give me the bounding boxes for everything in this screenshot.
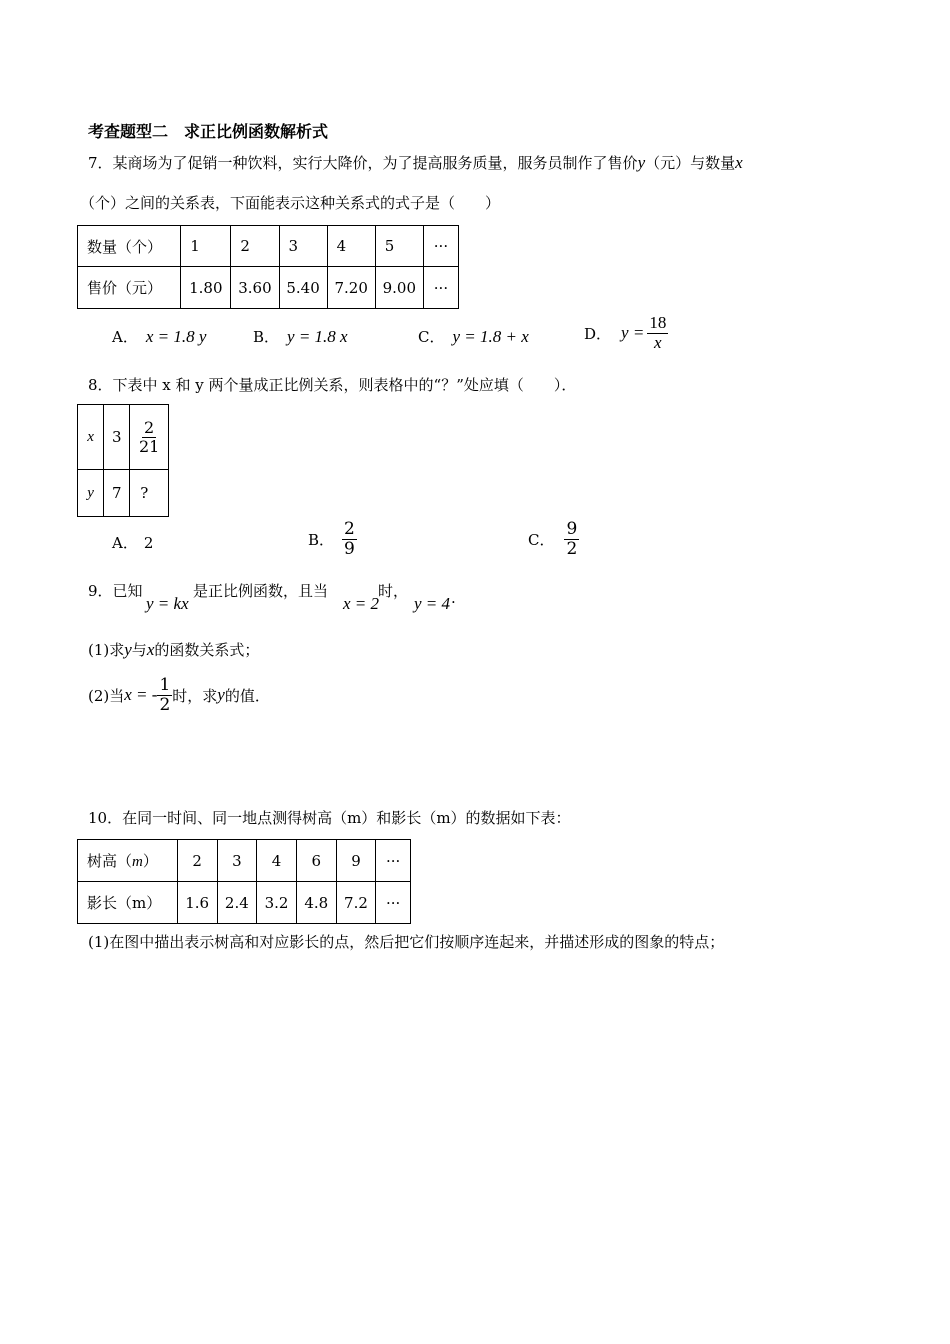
q10-cell: 4 (257, 840, 297, 882)
q8-cell: x (78, 405, 104, 470)
q9-part2 (88, 676, 270, 714)
option-label: A． (112, 328, 138, 346)
option-formula: y = (621, 323, 645, 343)
q10-cell: 影长（m） (78, 882, 178, 924)
q10-text: 10．在同一时间、同一地点测得树高（m）和影长（m）的数据如下表： (88, 809, 571, 827)
q9-part2-text: 的值． (224, 686, 270, 705)
fraction-denominator: x (654, 332, 662, 352)
q10-cell: ··· (376, 882, 411, 924)
q7-cell: 7.20 (327, 267, 375, 309)
option-label: C． (418, 328, 445, 346)
q7-option-c[interactable] (418, 326, 529, 347)
q7-cell: 3 (279, 226, 327, 267)
q10-cell: 2 (177, 840, 217, 882)
q7-cell: 数量（个） (78, 226, 181, 267)
q9-part1-y: y (124, 640, 132, 659)
q9-part1-x: x (146, 640, 155, 659)
fraction-numerator: 2 (144, 417, 155, 437)
q10-part1: (1)在图中描出表示树高和对应影长的点，然后把它们按顺序连起来，并描述形成的图象的特点； (88, 933, 725, 951)
q10-cell: 7.2 (336, 882, 376, 924)
q8-text: 8．下表中 x 和 y 两个量成正比例关系，则表格中的“？”处应填（ ）． (88, 376, 577, 394)
q9-end: . (451, 589, 456, 607)
q9-part1-text: 与 (131, 641, 147, 659)
q10-cell: 1.6 (177, 882, 217, 924)
q9-formula-2: x = 2 (343, 594, 380, 613)
q10-label-unit: m (132, 854, 143, 870)
q7-var-x: x (735, 153, 743, 172)
q7-cell: 5 (375, 226, 423, 267)
option-value: 2 (143, 533, 154, 552)
q10-cell: 4.8 (296, 882, 336, 924)
q7-text-b: （元）与数量 (645, 154, 736, 172)
q7-cell: 1 (181, 226, 231, 267)
q8-option-c[interactable] (528, 520, 579, 558)
q7-cell: 2 (231, 226, 279, 267)
q7-text-a: 7．某商场为了促销一种饮料，实行大降价，为了提高服务质量，服务员制作了售价 (88, 154, 638, 172)
q10-cell (78, 840, 178, 882)
q7-cell: 3.60 (231, 267, 279, 309)
q7-option-d[interactable] (584, 314, 668, 352)
q9-part2-x: x = - (124, 685, 158, 705)
q10-cell: 9 (336, 840, 376, 882)
q7-line1 (88, 152, 743, 173)
option-label: A． (112, 534, 138, 552)
q7-cell: ··· (423, 226, 458, 267)
q10-cell: ··· (376, 840, 411, 882)
q9-part2-y: y (217, 685, 225, 705)
fraction-denominator: 2 (566, 538, 578, 559)
q9-prefix: 9．已知 (88, 582, 143, 600)
fraction (342, 520, 357, 558)
q9-formula-3: y = 4 (414, 594, 451, 613)
fraction-numerator: 18 (649, 313, 667, 332)
fraction (157, 676, 172, 714)
q8-cell: 7 (104, 470, 130, 517)
fraction-denominator: 9 (344, 538, 355, 559)
q7-option-b[interactable] (253, 326, 348, 347)
q10-label-text: 树高（ (87, 852, 133, 870)
option-label: B． (253, 328, 280, 346)
q9-part2-text: (2)当 (88, 686, 125, 705)
fraction (647, 314, 668, 352)
q9-part2-text: 时，求 (172, 686, 218, 705)
q7-line2: （个）之间的关系表，下面能表示这种关系式的式子是（ ） (80, 194, 501, 212)
q7-cell: 5.40 (279, 267, 327, 309)
fraction-numerator: 1 (159, 675, 171, 695)
q10-label-text: ） (142, 852, 158, 870)
q10-cell: 6 (296, 840, 336, 882)
q7-var-y: y (637, 153, 646, 172)
q9-when: 时， (378, 582, 409, 600)
fraction-denominator: 2 (159, 694, 171, 715)
q10-cell: 3.2 (257, 882, 297, 924)
option-formula: y = 1.8 x (287, 326, 348, 346)
q7-cell: 售价（元） (78, 267, 181, 309)
option-label: B． (308, 530, 335, 549)
q7-option-a[interactable] (112, 326, 206, 347)
q8-option-b[interactable] (308, 520, 357, 558)
option-label: C． (528, 530, 555, 549)
fraction (137, 419, 161, 455)
fraction-numerator: 9 (566, 519, 578, 539)
q9-middle: 是正比例函数，且当 (193, 582, 329, 600)
q9-formula-1: y = kx (146, 594, 189, 613)
q8-cell: ? (130, 470, 169, 517)
option-formula: y = 1.8 + x (452, 326, 529, 346)
q10-cell: 3 (217, 840, 257, 882)
q9-part1-text: 的函数关系式； (154, 641, 260, 659)
q9-part1-text: (1)求 (88, 641, 125, 659)
q7-cell: ··· (423, 267, 458, 309)
section-title: 考查题型二 求正比例函数解析式 (88, 122, 329, 141)
q8-option-a[interactable] (112, 532, 153, 553)
q8-table (77, 404, 169, 517)
q7-cell: 4 (327, 226, 375, 267)
fraction-numerator: 2 (344, 519, 355, 539)
q7-cell: 1.80 (181, 267, 231, 309)
fraction-denominator: 21 (138, 436, 160, 456)
option-label: D． (584, 324, 612, 343)
q8-cell: y (78, 470, 104, 517)
q8-cell (130, 405, 169, 470)
q8-cell: 3 (104, 405, 130, 470)
fraction (564, 520, 579, 558)
q7-cell: 9.00 (375, 267, 423, 309)
q10-cell: 2.4 (217, 882, 257, 924)
q9-part1 (88, 639, 259, 660)
q7-table (77, 225, 459, 309)
option-formula: x = 1.8 y (145, 326, 207, 346)
q10-table (77, 839, 411, 924)
